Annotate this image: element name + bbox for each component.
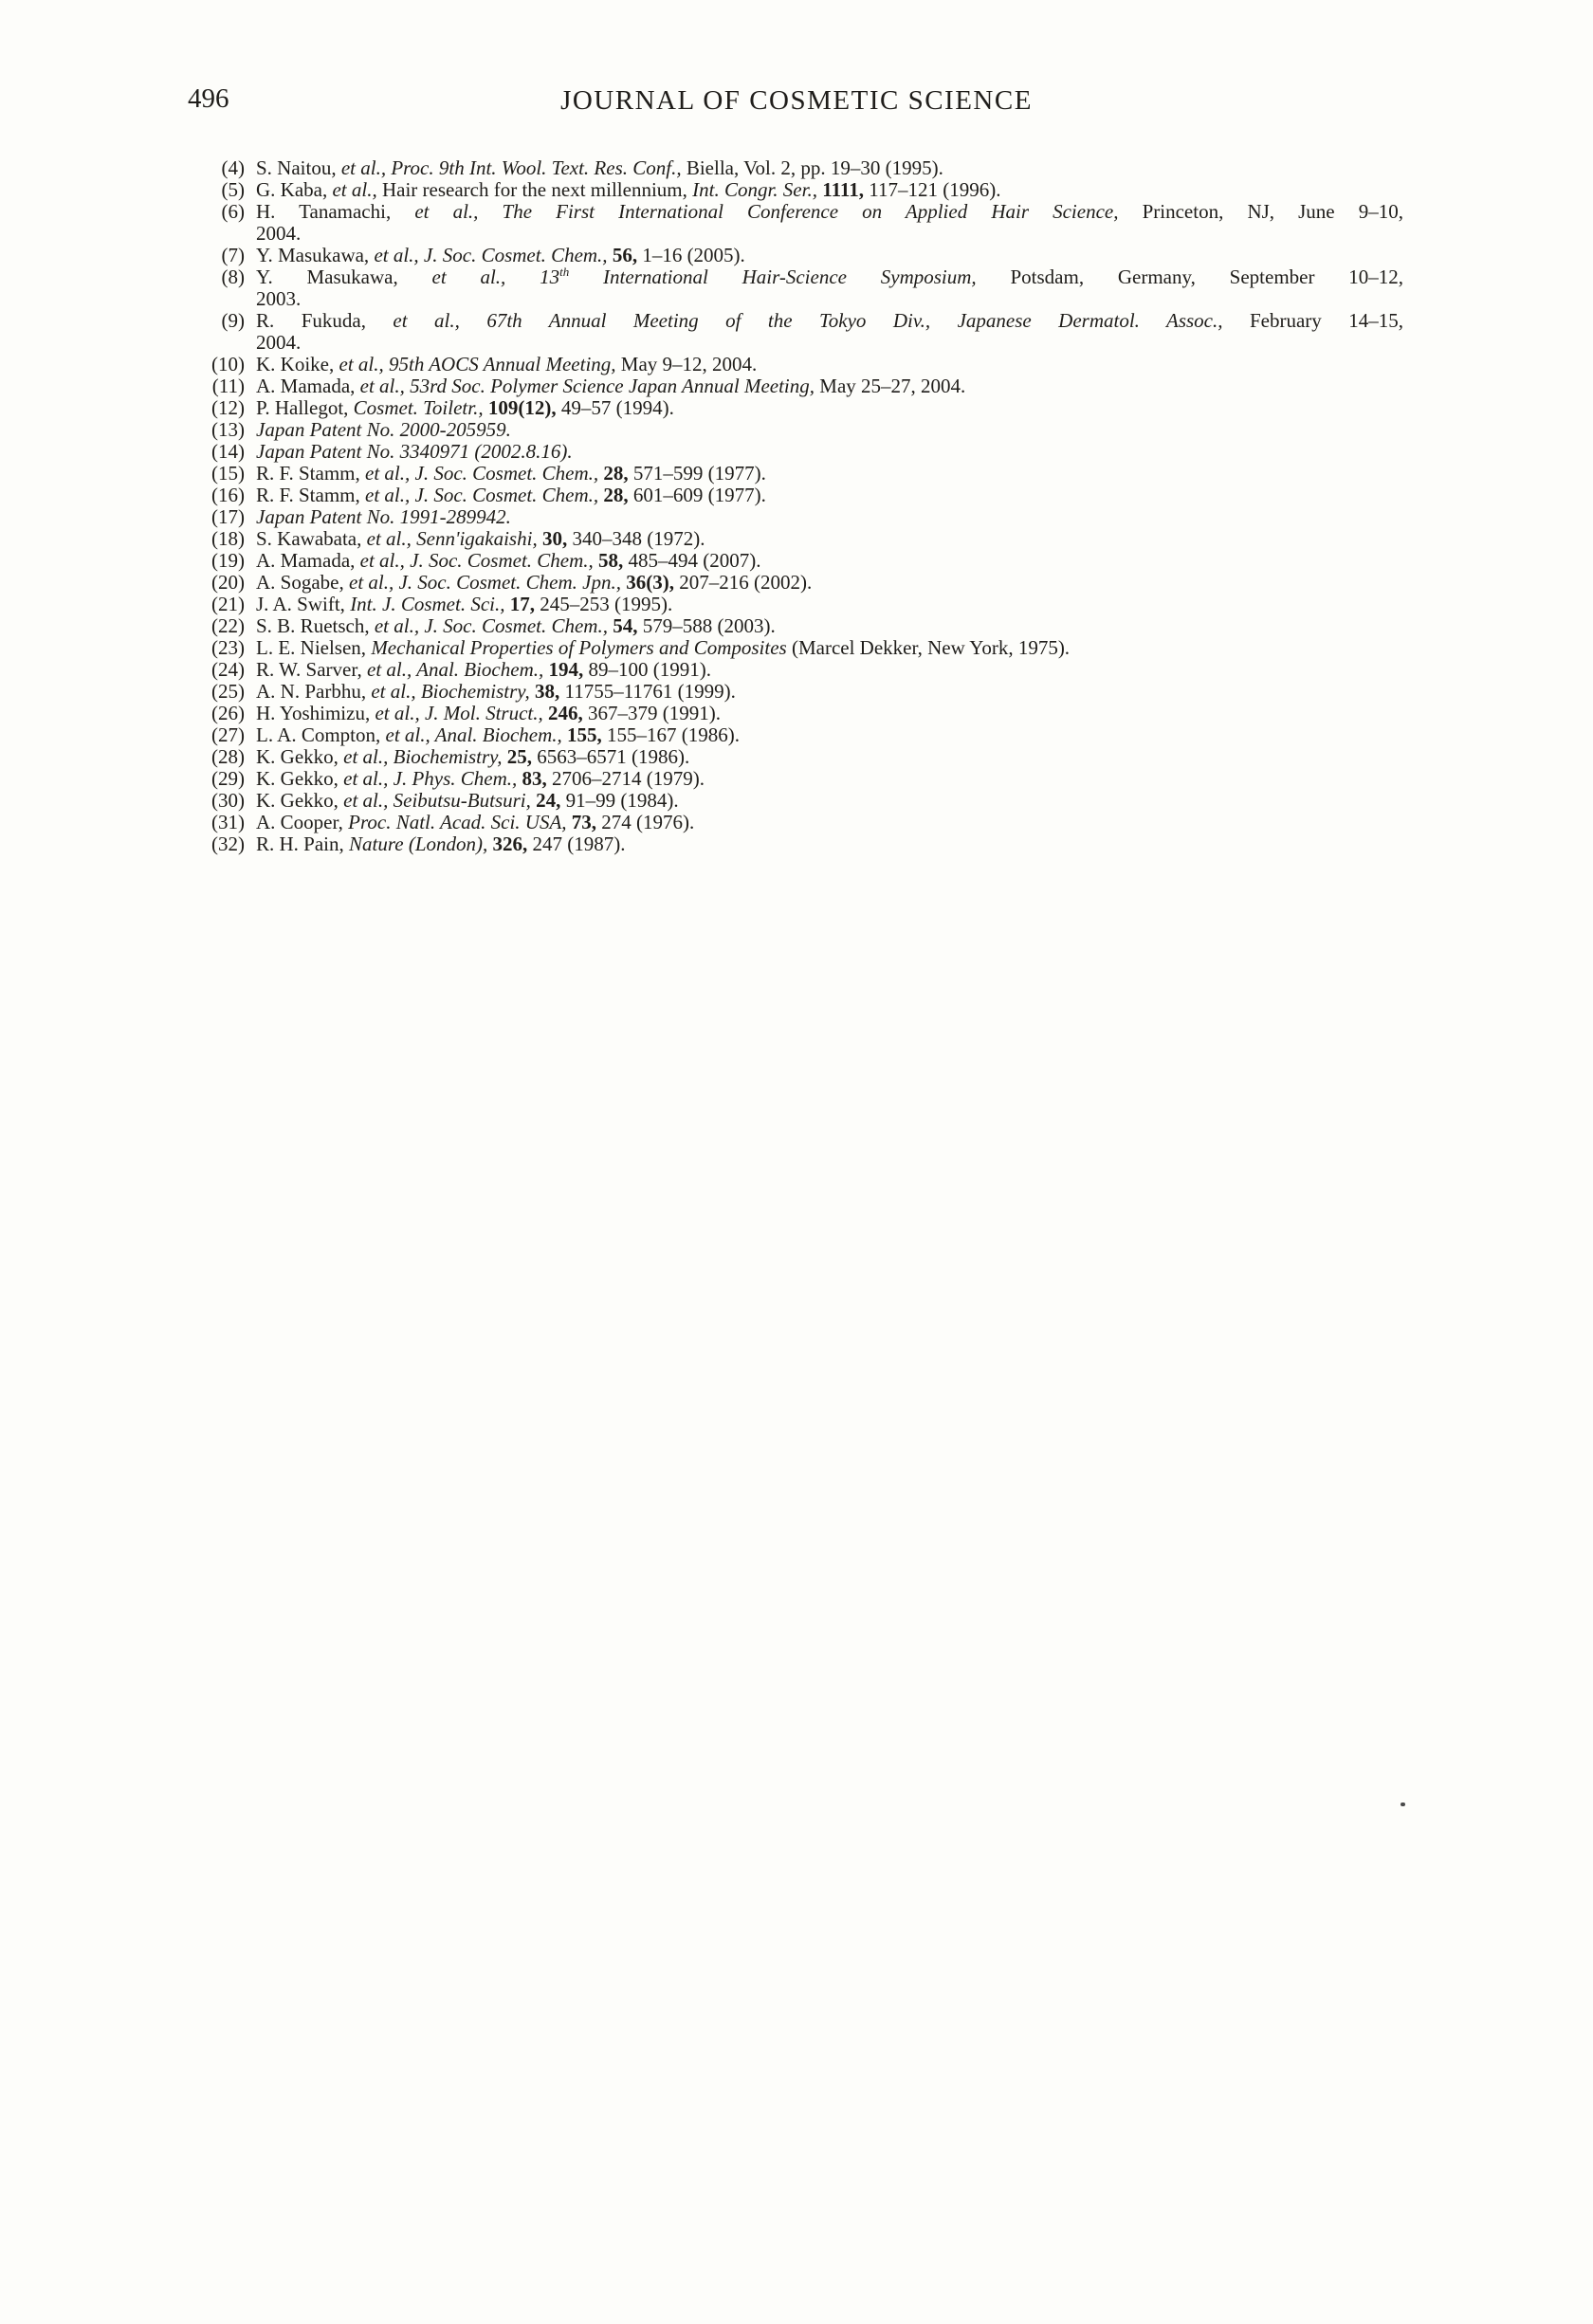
reference-text: G. Kaba, et al., Hair research for the next millennium, Int. Congr. Ser., 1111, 117–121 (1996). [256,178,1001,201]
journal-header-title: JOURNAL OF COSMETIC SCIENCE [560,85,1033,116]
reference-text: K. Koike, et al., 95th AOCS Annual Meeting, May 9–12, 2004. [256,353,758,375]
reference-text: J. A. Swift, Int. J. Cosmet. Sci., 17, 245–253 (1995). [256,593,673,615]
reference-item [197,354,1403,375]
reference-text: R. F. Stamm, et al., J. Soc. Cosmet. Chem., 28, 601–609 (1977). [256,484,766,506]
reference-number: (18) [211,527,245,550]
reference-number: (12) [211,396,245,419]
reference-number: (17) [211,505,245,528]
reference-number: (26) [211,702,245,724]
reference-item [197,266,1403,310]
reference-text: Y. Masukawa, et al., 13th International Hair-Science Symposium, Potsdam, Germany, September 10–12, 2003. [256,265,1404,310]
reference-number: (8) [221,265,245,288]
reference-number: (24) [211,658,245,681]
reference-text: Y. Masukawa, et al., J. Soc. Cosmet. Chem., 56, 1–16 (2005). [256,244,745,266]
reference-item [197,375,1403,397]
reference-text: A. Cooper, Proc. Natl. Acad. Sci. USA, 73, 274 (1976). [256,811,695,833]
reference-number: (13) [211,418,245,441]
reference-text: R. W. Sarver, et al., Anal. Biochem., 194, 89–100 (1991). [256,658,711,681]
reference-item [197,681,1403,703]
reference-number: (11) [211,375,245,397]
reference-number: (20) [211,571,245,594]
reference-text: K. Gekko, et al., Biochemistry, 25, 6563–6571 (1986). [256,745,690,768]
page-number: 496 [188,83,229,114]
reference-item [197,463,1403,485]
reference-number: (30) [211,789,245,812]
reference-item [197,572,1403,594]
reference-number: (25) [211,680,245,703]
reference-text: R. H. Pain, Nature (London), 326, 247 (1987). [256,833,626,855]
reference-text: A. Mamada, et al., 53rd Soc. Polymer Science Japan Annual Meeting, May 25–27, 2004. [256,375,966,397]
reference-number: (9) [221,309,245,332]
reference-number: (14) [211,440,245,463]
reference-item [197,157,1403,179]
reference-item [197,659,1403,681]
reference-item [197,812,1403,833]
reference-item [197,724,1403,746]
reference-item [197,506,1403,528]
reference-text: A. N. Parbhu, et al., Biochemistry, 38, 11755–11761 (1999). [256,680,736,703]
reference-number: (16) [211,484,245,506]
reference-item [197,528,1403,550]
reference-number: (28) [211,745,245,768]
reference-item [197,637,1403,659]
reference-item [197,790,1403,812]
references-list [197,157,1403,855]
reference-text: R. Fukuda, et al., 67th Annual Meeting of the Tokyo Div., Japanese Dermatol. Assoc., February 14–15, 2004. [256,309,1403,354]
reference-text: Japan Patent No. 3340971 (2002.8.16). [256,440,573,463]
reference-number: (29) [211,767,245,790]
reference-number: (15) [211,462,245,485]
reference-text: S. Naitou, et al., Proc. 9th Int. Wool. Text. Res. Conf., Biella, Vol. 2, pp. 19–30 (1995). [256,156,943,179]
reference-item [197,833,1403,855]
reference-item [197,703,1403,724]
reference-text: K. Gekko, et al., J. Phys. Chem., 83, 2706–2714 (1979). [256,767,705,790]
reference-number: (6) [221,200,245,223]
reference-item [197,441,1403,463]
reference-item [197,419,1403,441]
reference-text: Japan Patent No. 2000-205959. [256,418,511,441]
reference-text: A. Mamada, et al., J. Soc. Cosmet. Chem., 58, 485–494 (2007). [256,549,761,572]
reference-item [197,615,1403,637]
reference-item [197,245,1403,266]
reference-number: (19) [211,549,245,572]
reference-item [197,397,1403,419]
reference-number: (21) [211,593,245,615]
reference-item [197,594,1403,615]
reference-text: R. F. Stamm, et al., J. Soc. Cosmet. Chem., 28, 571–599 (1977). [256,462,766,485]
reference-text: H. Yoshimizu, et al., J. Mol. Struct., 246, 367–379 (1991). [256,702,722,724]
reference-item [197,201,1403,245]
reference-number: (23) [211,636,245,659]
reference-item [197,485,1403,506]
reference-text: L. E. Nielsen, Mechanical Properties of Polymers and Composites (Marcel Dekker, New York, 1975). [256,636,1071,659]
reference-text: S. Kawabata, et al., Senn'igakaishi, 30, 340–348 (1972). [256,527,705,550]
reference-item [197,768,1403,790]
reference-number: (7) [221,244,245,266]
reference-item [197,746,1403,768]
reference-number: (10) [211,353,245,375]
reference-item [197,310,1403,354]
reference-number: (4) [221,156,245,179]
reference-text: S. B. Ruetsch, et al., J. Soc. Cosmet. Chem., 54, 579–588 (2003). [256,614,776,637]
reference-number: (22) [211,614,245,637]
reference-text: P. Hallegot, Cosmet. Toiletr., 109(12), 49–57 (1994). [256,396,674,419]
reference-text: K. Gekko, et al., Seibutsu-Butsuri, 24, 91–99 (1984). [256,789,679,812]
reference-text: Japan Patent No. 1991-289942. [256,505,511,528]
scan-artifact-dot [1401,1802,1405,1806]
reference-number: (27) [211,723,245,746]
reference-item [197,179,1403,201]
reference-text: A. Sogabe, et al., J. Soc. Cosmet. Chem. Jpn., 36(3), 207–216 (2002). [256,571,813,594]
reference-text: H. Tanamachi, et al., The First International Conference on Applied Hair Science, Princeton, NJ, June 9–10, 2004. [256,200,1403,245]
reference-text: L. A. Compton, et al., Anal. Biochem., 155, 155–167 (1986). [256,723,741,746]
reference-item [197,550,1403,572]
reference-number: (31) [211,811,245,833]
reference-number: (32) [211,833,245,855]
reference-number: (5) [221,178,245,201]
